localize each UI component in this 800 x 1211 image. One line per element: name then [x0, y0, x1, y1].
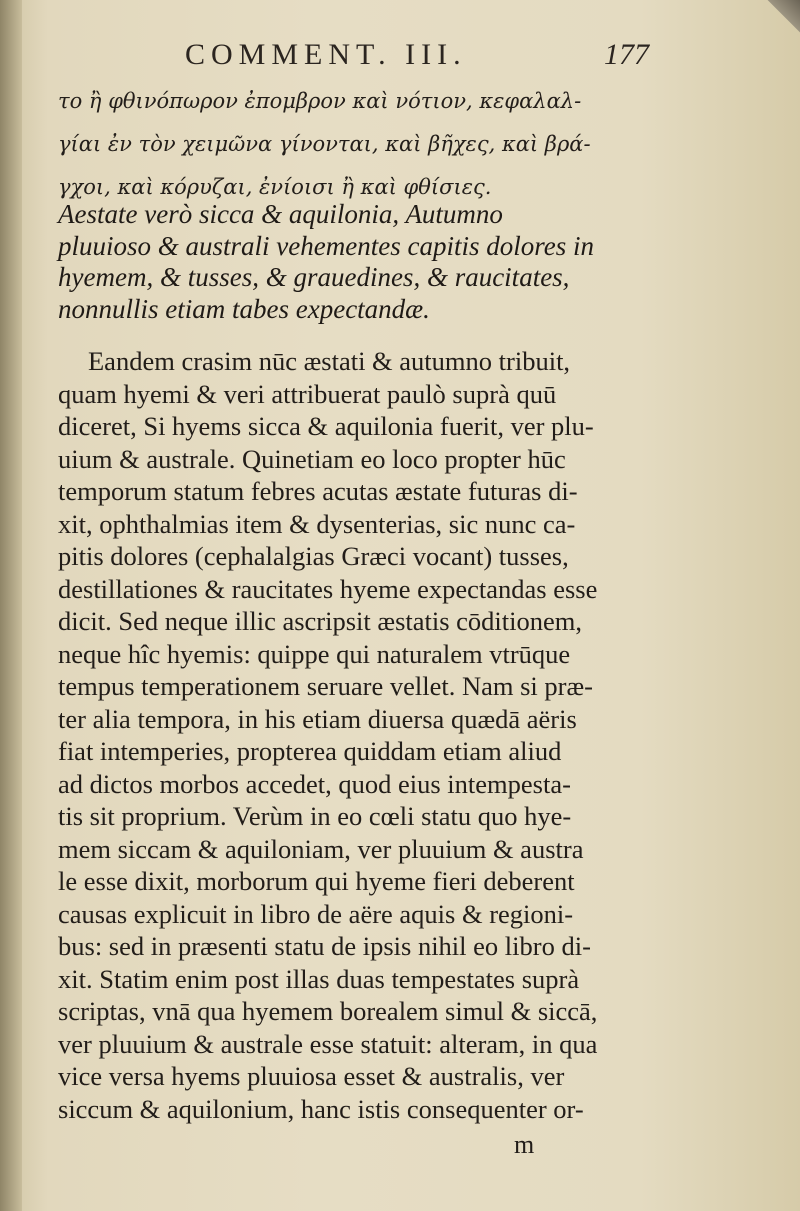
commentary-line: xit, ophthalmias item & dysenterias, sic nunc ca-: [58, 508, 576, 539]
commentary-line: le esse dixit, morborum qui hyeme fieri deberent: [58, 866, 575, 896]
greek-line: το ἢ φθινόπωρον ἐπομβρον καὶ νότιον, κεφαλαλ-: [58, 89, 582, 113]
commentary-text: [58, 345, 658, 1125]
latin-line: hyemem, & tusses, & grauedines, & raucitates,: [58, 262, 570, 292]
commentary-line: temporum statum febres acutas æstate futuras di-: [58, 476, 578, 506]
catchword: m: [514, 1130, 535, 1159]
running-title: COMMENT. III.: [185, 38, 467, 71]
latin-line: pluuioso & australi vehementes capitis dolores in: [58, 230, 594, 261]
greek-line: γχοι, καὶ κόρυζαι, ἐνίοισι ἢ καὶ φθίσιες.: [58, 175, 492, 199]
commentary-line: quam hyemi & veri attribuerat paulò suprà quū: [58, 378, 557, 409]
latin-line: Aestate verò sicca & aquilonia, Autumno: [58, 199, 503, 229]
commentary-line: bus: sed in præsenti statu de ipsis nihil eo libro di-: [58, 931, 591, 961]
commentary-line: uium & australe. Quinetiam eo loco propter hūc: [58, 443, 566, 474]
commentary-line: ter alia tempora, in his etiam diuersa quædā aëris: [58, 703, 577, 734]
commentary-line: pitis dolores (cephalalgias Græci vocant) tusses,: [58, 541, 569, 571]
commentary-line: vice versa hyems pluuiosa esset & australis, ver: [58, 1061, 565, 1091]
commentary-line: dicit. Sed neque illic ascripsit æstatis cōditionem,: [58, 606, 583, 636]
commentary-line: tempus temperationem seruare vellet. Nam si præ-: [58, 671, 593, 701]
commentary-line: fiat intemperies, propterea quiddam etiam aliud: [58, 736, 562, 766]
latin-translation: [58, 199, 654, 325]
folded-corner: [760, 0, 800, 40]
commentary-line: diceret, Si hyems sicca & aquilonia fuerit, ver plu-: [58, 411, 594, 441]
page-gutter: [0, 0, 22, 1211]
commentary-line: mem siccam & aquiloniam, ver pluuium & austra: [58, 833, 584, 864]
commentary-line: ver pluuium & australe esse statuit: alteram, in qua: [58, 1028, 598, 1059]
commentary-line: xit. Statim enim post illas duas tempestates suprà: [58, 963, 580, 994]
latin-line: nonnullis etiam tabes expectandæ.: [58, 293, 430, 324]
greek-line: γίαι ἐν τὸν χειμῶνα γίνονται, καὶ βῆχες, καὶ βρά-: [58, 132, 591, 156]
commentary-line: tis sit proprium. Verùm in eo cœli statu quo hye-: [58, 801, 572, 831]
page-number: 177: [604, 38, 649, 71]
commentary-line: Eandem crasim nūc æstati & autumno tribuit,: [88, 346, 571, 376]
commentary-line: ad dictos morbos accedet, quod eius intempesta-: [58, 768, 571, 799]
greek-quotation: [58, 80, 648, 209]
commentary-line: scriptas, vnā qua hyemem borealem simul & siccā,: [58, 996, 598, 1026]
commentary-line: neque hîc hyemis: quippe qui naturalem vtrūque: [58, 638, 571, 669]
commentary-line: destillationes & raucitates hyeme expectandas esse: [58, 573, 598, 604]
commentary-line: siccum & aquilonium, hanc istis consequenter or-: [58, 1093, 584, 1124]
page-header: [0, 38, 800, 78]
commentary-line: causas explicuit in libro de aëre aquis & regioni-: [58, 898, 574, 929]
